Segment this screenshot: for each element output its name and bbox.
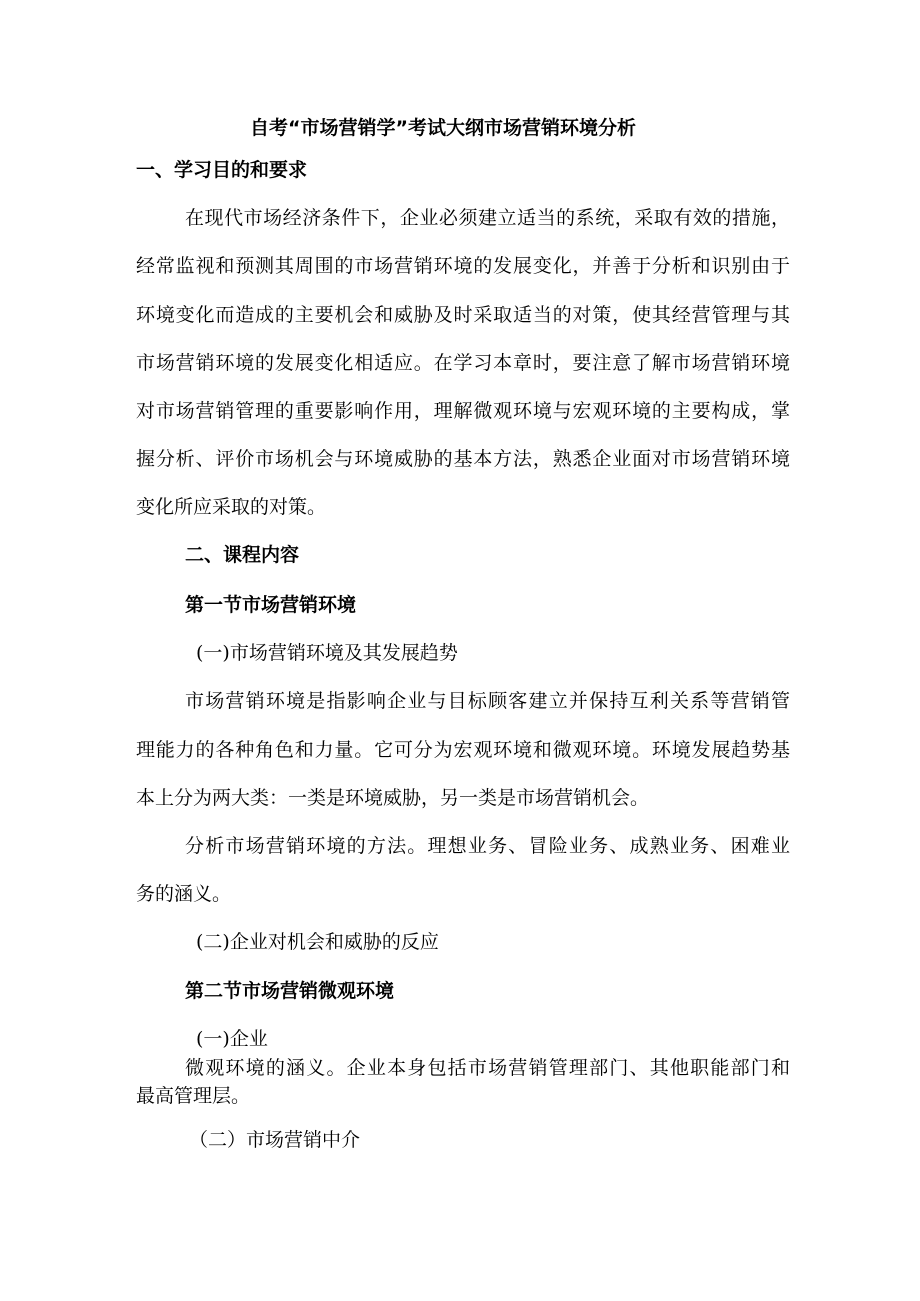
subheading: (二)企业对机会和威胁的反应 xyxy=(196,931,439,953)
document-title: 自考“市场营销学”考试大纲市场营销环境分析 xyxy=(250,117,636,139)
subheading: (一)市场营销环境及其发展趋势 xyxy=(196,642,458,664)
paragraph-line: 环境变化而造成的主要机会和威胁及时采取适当的对策，使其经营管理与其 xyxy=(136,304,790,326)
paragraph-line: 本上分为两大类：一类是环境威胁，另一类是市场营销机会。 xyxy=(136,787,650,809)
paragraph-line: 市场营销环境是指影响企业与目标顾客建立并保持互利关系等营销管 xyxy=(185,690,790,712)
paragraph-line: 在现代市场经济条件下，企业必须建立适当的系统，采取有效的措施， xyxy=(185,207,790,229)
section-heading-2: 二、课程内容 xyxy=(185,544,300,566)
paragraph-line: 对市场营销管理的重要影响作用，理解微观环境与宏观环境的主要构成，掌 xyxy=(136,400,790,422)
section-heading-1: 一、学习目的和要求 xyxy=(136,159,308,181)
paragraph-line: 务的涵义。 xyxy=(136,883,232,905)
subheading: (一)企业 xyxy=(196,1028,268,1050)
subheading: （二）市场营销中介 xyxy=(189,1129,361,1151)
paragraph-line: 经常监视和预测其周围的市场营销环境的发展变化，并善于分析和识别由于 xyxy=(136,255,790,277)
paragraph-line: 微观环境的涵义。企业本身包括市场营销管理部门、其他职能部门和 xyxy=(185,1057,790,1079)
paragraph-line: 最高管理层。 xyxy=(136,1085,251,1107)
chapter-heading-1: 第一节市场营销环境 xyxy=(185,594,357,616)
paragraph-line: 变化所应采取的对策。 xyxy=(136,496,327,518)
paragraph-line: 握分析、评价市场机会与环境威胁的基本方法，熟悉企业面对市场营销环境 xyxy=(136,448,790,470)
paragraph-line: 市场营销环境的发展变化相适应。在学习本章时，要注意了解市场营销环境 xyxy=(136,352,790,374)
chapter-heading-2: 第二节市场营销微观环境 xyxy=(185,980,395,1002)
paragraph-line: 理能力的各种角色和力量。它可分为宏观环境和微观环境。环境发展趋势基 xyxy=(136,739,790,761)
paragraph-line: 分析市场营销环境的方法。理想业务、冒险业务、成熟业务、困难业 xyxy=(185,835,790,857)
